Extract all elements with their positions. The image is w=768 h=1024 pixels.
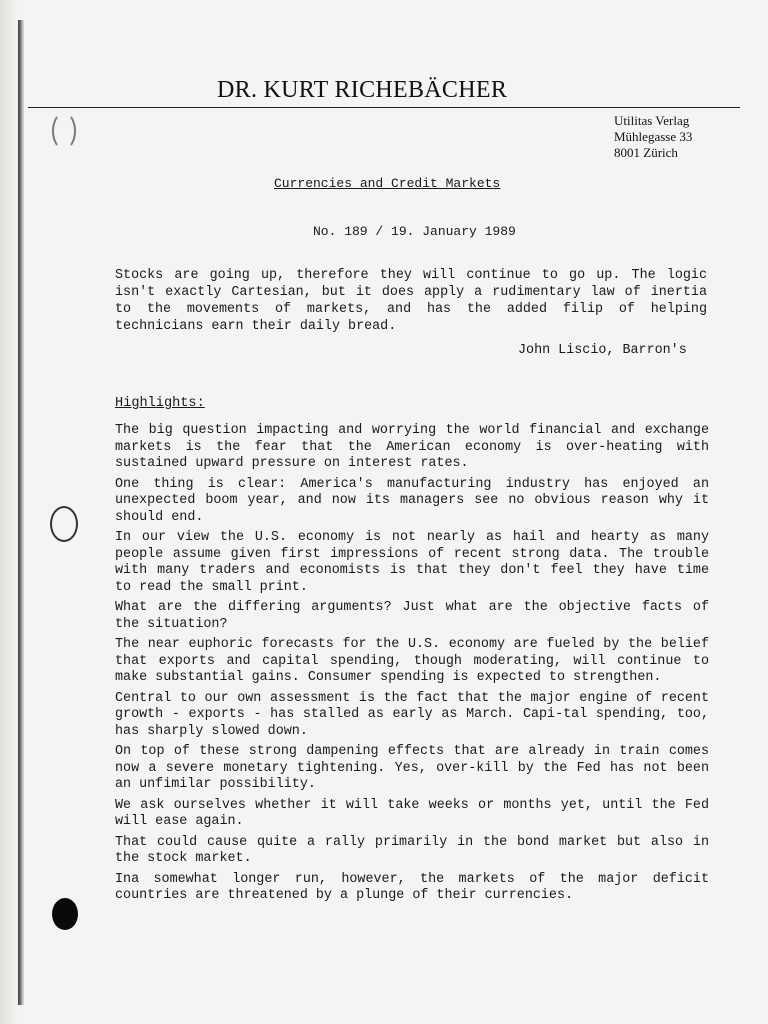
masthead-title: DR. KURT RICHEBÄCHER: [217, 77, 508, 103]
epigraph-quote: Stocks are going up, therefore they will continue to go up. The logic isn't exactly Cartesian, but it does apply a rudimentary law of inertia to the movements of markets, and has the added filip of helping technicians earn their daily bread.: [115, 268, 707, 334]
highlights-list: [115, 423, 709, 909]
highlight-paragraph: That could cause quite a rally primarily in the bond market but also in the stock market.: [115, 834, 709, 866]
highlight-paragraph: Central to our own assessment is the fact that the major engine of recent growth - exports - has stalled as early as March. Capi-tal spending, too, has sharply slowed down.: [115, 690, 709, 739]
highlight-paragraph: The big question impacting and worrying the world financial and exchange markets is the fear that the American economy is over-heating with sustained upward pressure on interest rates.: [115, 423, 709, 471]
highlight-paragraph: In our view the U.S. economy is not nearly as hail and hearty as many people assume given first impressions of recent strong data. The trouble with many traders and economists is that they don't feel they have time to read the small print.: [115, 530, 709, 595]
highlight-paragraph: What are the differing arguments? Just what are the objective facts of the situation?: [115, 600, 709, 632]
issue-number-date: No. 189 / 19. January 1989: [313, 224, 516, 239]
highlight-paragraph: Ina somewhat longer run, however, the markets of the major deficit countries are threatened by a plunge of their currencies.: [115, 871, 709, 903]
binding-edge: [18, 20, 24, 1005]
publisher-city: 8001 Zürich: [614, 145, 678, 160]
masthead-rule: [28, 107, 740, 108]
highlight-paragraph: One thing is clear: America's manufacturing industry has enjoyed an unexpected boom year, and now its managers see no obvious reason why it should end.: [115, 476, 709, 525]
page-edge-shadow: [0, 0, 18, 1024]
publisher-address: [614, 113, 692, 161]
epigraph-attribution: John Liscio, Barron's: [518, 343, 687, 358]
punch-hole-middle: [50, 506, 78, 542]
highlights-heading: Highlights:: [115, 396, 205, 411]
publisher-street: Mühlegasse 33: [614, 129, 693, 144]
punch-hole-top: [52, 112, 76, 150]
publisher-name: Utilitas Verlag: [614, 113, 690, 128]
punch-hole-bottom: [52, 898, 78, 930]
newsletter-subject: Currencies and Credit Markets: [274, 176, 501, 191]
highlight-paragraph: We ask ourselves whether it will take weeks or months yet, until the Fed will ease again.: [115, 797, 709, 829]
highlight-paragraph: The near euphoric forecasts for the U.S. economy are fueled by the belief that exports and capital spending, though moderating, will continue to make substantial gains. Consumer spending is expected to strengthen.: [115, 637, 709, 685]
highlight-paragraph: On top of these strong dampening effects that are already in train comes now a severe monetary tightening. Yes, over-kill by the Fed has not been an unfimilar possibility.: [115, 744, 709, 792]
